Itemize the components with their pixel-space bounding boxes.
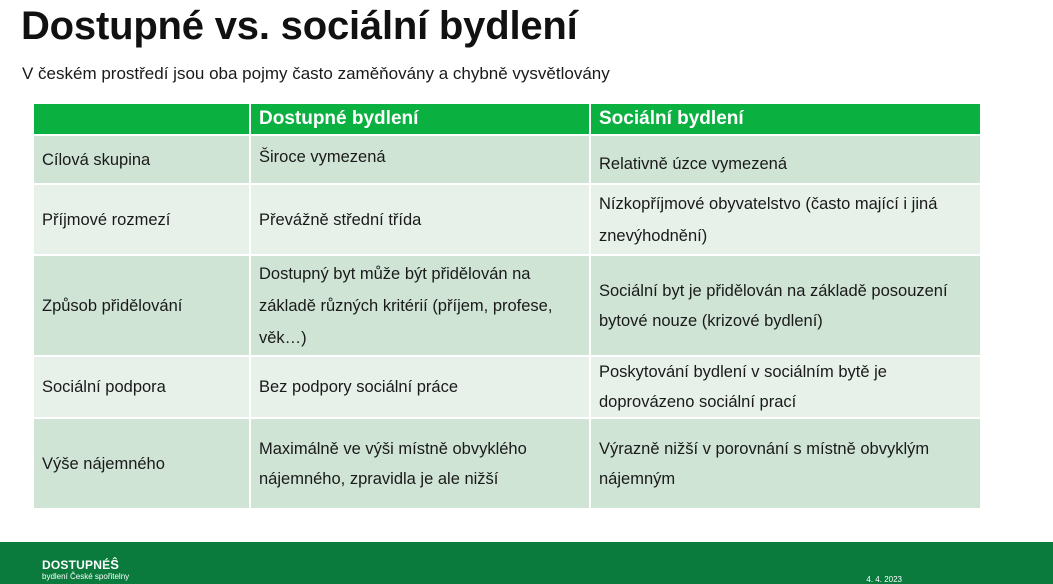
- cell-socialni: Výrazně nižší v porovnání s místně obvyklým nájemným: [590, 418, 980, 508]
- table-row: [34, 135, 980, 184]
- logo-s-icon: Ŝ: [110, 557, 120, 572]
- row-label-vyse-najemneho: Výše nájemného: [34, 418, 250, 508]
- cell-socialni: Poskytování bydlení v sociálním bytě je doprovázeno sociální prací: [590, 356, 980, 418]
- row-label-zpusob-pridelovani: Způsob přidělování: [34, 255, 250, 356]
- footer-logo: [42, 557, 119, 572]
- header-socialni-bydleni: Sociální bydlení: [590, 104, 980, 135]
- table-header-row: [34, 104, 980, 135]
- header-empty: [34, 104, 250, 135]
- table-row: [34, 356, 980, 418]
- footer-bar: [0, 542, 1053, 584]
- cell-dostupne: Dostupný byt může být přidělován na základě různých kritérií (příjem, profese, věk…): [250, 255, 590, 356]
- slide-subtitle: V českém prostředí jsou oba pojmy často zaměňovány a chybně vysvětlovány: [22, 64, 610, 83]
- row-label-cilova-skupina: Cílová skupina: [34, 135, 250, 184]
- cell-dostupne: Převážně střední třída: [250, 184, 590, 255]
- footer-date: 4. 4. 2023: [866, 575, 902, 584]
- cell-socialni: Sociální byt je přidělován na základě posouzení bytové nouze (krizové bydlení): [590, 255, 980, 356]
- comparison-table: [34, 104, 980, 508]
- logo-text: DOSTUPNÉ: [42, 558, 111, 572]
- header-dostupne-bydleni: Dostupné bydlení: [250, 104, 590, 135]
- cell-dostupne: Bez podpory sociální práce: [250, 356, 590, 418]
- table-row: [34, 184, 980, 255]
- table-row: [34, 255, 980, 356]
- logo-subtext: bydlení České spořitelny: [42, 572, 130, 581]
- cell-dostupne: Široce vymezená: [250, 135, 590, 184]
- slide-title: Dostupné vs. sociální bydlení: [21, 4, 578, 48]
- cell-socialni: Nízkopříjmové obyvatelstvo (často mající i jiná znevýhodnění): [590, 184, 980, 255]
- table-row: [34, 418, 980, 508]
- cell-dostupne: Maximálně ve výši místně obvyklého nájemného, zpravidla je ale nižší: [250, 418, 590, 508]
- row-label-prijmove-rozmezi: Příjmové rozmezí: [34, 184, 250, 255]
- row-label-socialni-podpora: Sociální podpora: [34, 356, 250, 418]
- cell-socialni: Relativně úzce vymezená: [590, 135, 980, 184]
